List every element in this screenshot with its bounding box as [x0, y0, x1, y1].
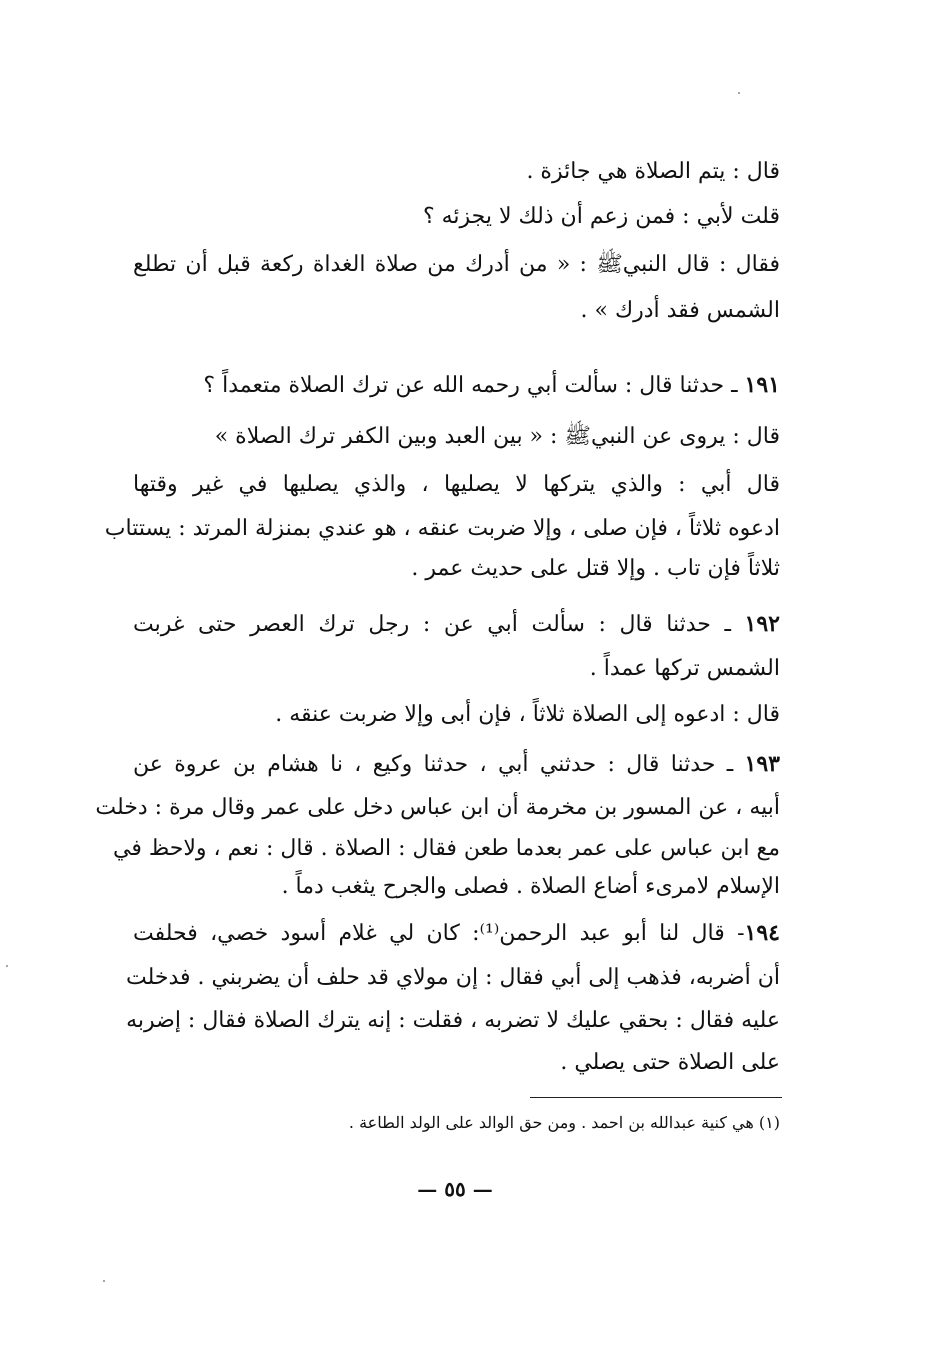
text-line: قال : يروى عن النبيﷺ : « بين العبد وبين الكفر ترك الصلاة » — [214, 424, 780, 449]
hadith-193-line: ١٩٣ ـ حدثنا قال : حدثني أبي ، حدثنا وكيع ، نا هشام بن عروة عن — [133, 751, 780, 777]
page-number: — ٥٥ — — [417, 1177, 493, 1201]
hadith-191-line: ١٩١ ـ حدثنا قال : سألت أبي رحمه الله عن ترك الصلاة متعمداً ؟ — [203, 372, 780, 398]
text-line: مع ابن عباس على عمر بعدما طعن فقال : الصلاة . قال : نعم ، ولاحظ في — [113, 836, 780, 861]
text-line: الإسلام لامرىء أضاع الصلاة . فصلى والجرح يثغب دماً . — [281, 874, 780, 899]
text-line: ثلاثاً فإن تاب . وإلا قتل على حديث عمر . — [411, 556, 780, 581]
text-line: أبيه ، عن المسور بن مخرمة أن ابن عباس دخل على عمر وقال مرة : دخلت — [95, 795, 780, 820]
scan-speck — [738, 92, 740, 94]
hadith-number: ١٩١ — [744, 372, 780, 398]
hadith-194-line: ١٩٤- قال لنا أبو عبد الرحمن⁽¹⁾: كان لي غلام أسود خصي، فحلفت — [133, 920, 780, 946]
text-line: قال : ادعوه إلى الصلاة ثلاثاً ، فإن أبى وإلا ضربت عنقه . — [275, 702, 780, 727]
text-line: قال أبي : والذي يتركها لا يصليها ، والذي يصليها في غير وقتها — [133, 472, 780, 497]
text-line: عليه فقال : بحقي عليك لا تضربه ، فقلت : إنه يترك الصلاة فقال : إضربه — [126, 1008, 780, 1033]
footnote: (١) هي كنية عبدالله بن احمد . ومن حق الوالد على الولد الطاعة . — [348, 1113, 780, 1132]
scan-speck — [103, 1280, 105, 1282]
hadith-number: ١٩٣ — [744, 751, 780, 777]
text-line: فقال : قال النبيﷺ : « من أدرك من صلاة الغداة ركعة قبل أن تطلع — [133, 252, 780, 277]
text-line: الشمس تركها عمداً . — [589, 656, 780, 681]
text-line: قال : يتم الصلاة هي جائزة . — [526, 159, 780, 184]
footnote-divider — [530, 1097, 782, 1098]
hadith-number: ١٩٤ — [744, 920, 780, 946]
text-line: ادعوه ثلاثاً ، فإن صلى ، وإلا ضربت عنقه ، هو عندي بمنزلة المرتد : يستتاب — [104, 516, 780, 541]
text-line: على الصلاة حتى يصلي . — [560, 1050, 780, 1075]
scan-speck — [6, 965, 8, 967]
text-line: أن أضربه، فذهب إلى أبي فقال : إن مولاي قد حلف أن يضربني . فدخلت — [125, 965, 780, 990]
text-line: قلت لأبي : فمن زعم أن ذلك لا يجزئه ؟ — [422, 204, 780, 229]
hadith-192-line: ١٩٢ ـ حدثنا قال : سألت أبي عن : رجل ترك العصر حتى غربت — [133, 611, 780, 637]
text-line: الشمس فقد أدرك » . — [580, 298, 780, 323]
hadith-number: ١٩٢ — [744, 611, 780, 637]
